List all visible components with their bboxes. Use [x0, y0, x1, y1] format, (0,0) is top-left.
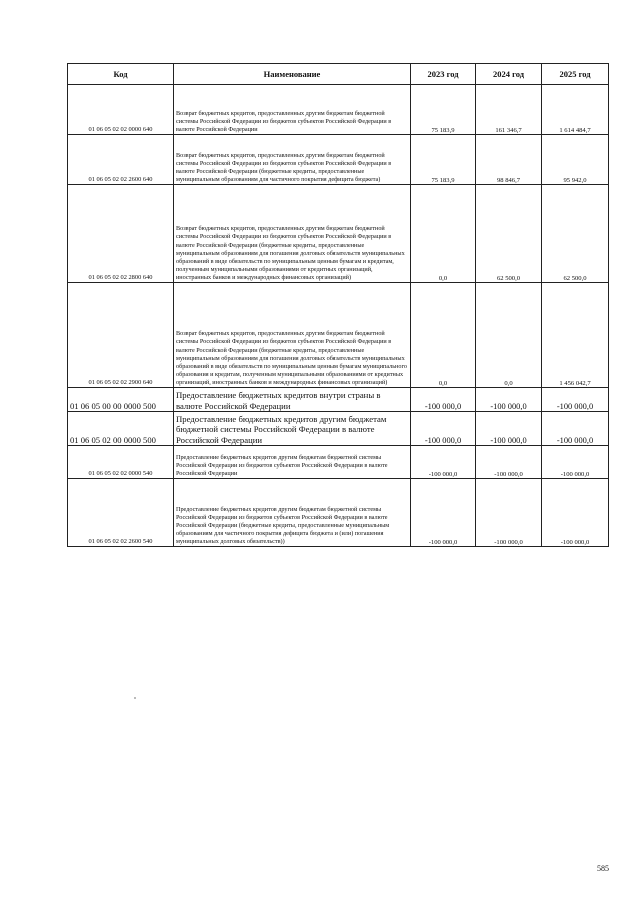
row-value-2023: -100 000,0 — [411, 446, 476, 479]
row-value-2025: -100 000,0 — [542, 446, 609, 479]
row-value-2024: 0,0 — [476, 283, 542, 388]
row-code: 01 06 05 02 02 2600 640 — [68, 135, 174, 185]
header-2024: 2024 год — [476, 64, 542, 85]
row-value-2023: 75 183,9 — [411, 85, 476, 135]
row-value-2024: -100 000,0 — [476, 446, 542, 479]
scan-speck — [134, 697, 136, 699]
row-name: Предоставление бюджетных кредитов другим бюджетам бюджетной системы Российской Федерации из бюджетов субъектов Российской Федерации в валюте Российской Федерации — [174, 446, 411, 479]
row-value-2024: -100 000,0 — [476, 412, 542, 446]
row-value-2023: -100 000,0 — [411, 388, 476, 412]
row-code: 01 06 05 02 02 0000 540 — [68, 446, 174, 479]
row-value-2023: 0,0 — [411, 283, 476, 388]
row-value-2024: -100 000,0 — [476, 388, 542, 412]
table-row — [68, 85, 609, 135]
row-value-2025: 95 942,0 — [542, 135, 609, 185]
header-name: Наименование — [174, 64, 411, 85]
row-code: 01 06 05 02 02 2600 540 — [68, 479, 174, 547]
table-row — [68, 388, 609, 412]
page-number: 585 — [597, 864, 609, 873]
row-value-2025: 62 500,0 — [542, 185, 609, 283]
header-row — [68, 64, 609, 85]
row-value-2023: 75 183,9 — [411, 135, 476, 185]
header-code: Код — [68, 64, 174, 85]
row-name: Возврат бюджетных кредитов, предоставленных другим бюджетам бюджетной системы Российской Федерации из бюджетов субъектов Российской Федерации в валюте Российской Федерации (бюджетные кредиты, предоставленные муниципальным образованиям для погашения долговых обязательств муниципальных образований в виде обязательств по муниципальным ценным бумагам и кредитам, полученным муниципальными образованиями от кредитных организаций, иностранных банков и международных финансовых организаций) — [174, 185, 411, 283]
row-value-2025: 1 614 484,7 — [542, 85, 609, 135]
row-name: Возврат бюджетных кредитов, предоставленных другим бюджетам бюджетной системы Российской Федерации из бюджетов субъектов Российской Федерации в валюте Российской Федерации (бюджетные кредиты, предоставленные муниципальным образованиям для частичного покрытия дефицита бюджета) — [174, 135, 411, 185]
table-row — [68, 283, 609, 388]
row-code: 01 06 05 02 02 2800 640 — [68, 185, 174, 283]
table-row — [68, 479, 609, 547]
row-code: 01 06 05 00 00 0000 500 — [68, 388, 174, 412]
header-2023: 2023 год — [411, 64, 476, 85]
row-name: Возврат бюджетных кредитов, предоставленных другим бюджетам бюджетной системы Российской Федерации из бюджетов субъектов Российской Федерации в валюте Российской Федерации — [174, 85, 411, 135]
row-value-2024: 98 846,7 — [476, 135, 542, 185]
row-code: 01 06 05 02 02 0000 640 — [68, 85, 174, 135]
row-name: Предоставление бюджетных кредитов другим бюджетам бюджетной системы Российской Федерации из бюджетов субъектов Российской Федерации в валюте Российской Федерации (бюджетные кредиты, предоставленные муниципальным образованиям для частичного покрытия дефицита бюджета и (или) погашения муниципальных долговых обязательств)) — [174, 479, 411, 547]
row-value-2025: 1 456 042,7 — [542, 283, 609, 388]
header-2025: 2025 год — [542, 64, 609, 85]
row-value-2023: -100 000,0 — [411, 479, 476, 547]
row-value-2024: 62 500,0 — [476, 185, 542, 283]
row-value-2025: -100 000,0 — [542, 388, 609, 412]
row-name: Возврат бюджетных кредитов, предоставленных другим бюджетам бюджетной системы Российской Федерации из бюджетов субъектов Российской Федерации в валюте Российской Федерации (бюджетные кредиты, предоставленные муниципальным образованиям для погашения долговых обязательств муниципальных образований в виде обязательств по муниципальным ценным бумагам муниципального образования и кредитам, полученным муниципальными образованиями от кредитных организаций, иностранных банков и международных финансовых организаций) — [174, 283, 411, 388]
budget-table — [67, 63, 609, 547]
row-value-2023: -100 000,0 — [411, 412, 476, 446]
row-value-2024: 161 346,7 — [476, 85, 542, 135]
table-row — [68, 135, 609, 185]
row-name: Предоставление бюджетных кредитов внутри страны в валюте Российской Федерации — [174, 388, 411, 412]
table-row — [68, 446, 609, 479]
row-value-2025: -100 000,0 — [542, 412, 609, 446]
row-value-2024: -100 000,0 — [476, 479, 542, 547]
row-value-2023: 0,0 — [411, 185, 476, 283]
row-code: 01 06 05 02 00 0000 500 — [68, 412, 174, 446]
row-name: Предоставление бюджетных кредитов другим бюджетам бюджетной системы Российской Федерации в валюте Российской Федерации — [174, 412, 411, 446]
row-code: 01 06 05 02 02 2900 640 — [68, 283, 174, 388]
row-value-2025: -100 000,0 — [542, 479, 609, 547]
table-row — [68, 412, 609, 446]
table-row — [68, 185, 609, 283]
